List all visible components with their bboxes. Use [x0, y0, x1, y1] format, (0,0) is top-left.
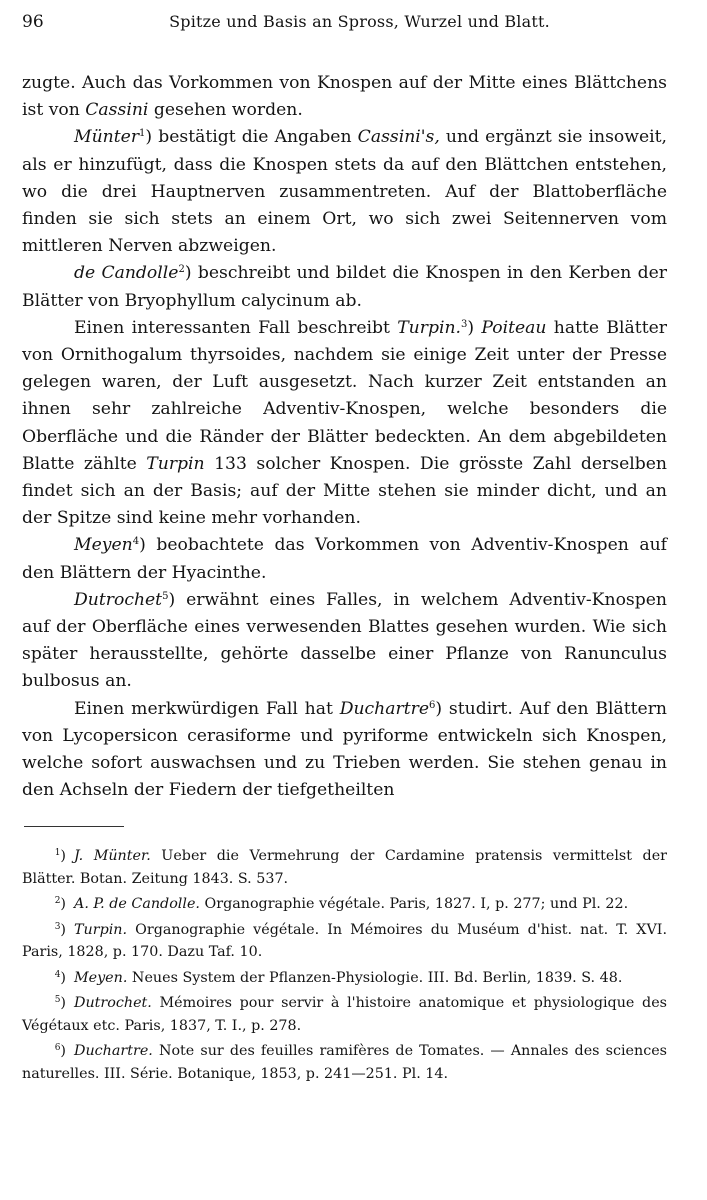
text-run: Einen interessanten Fall beschreibt [74, 317, 398, 338]
footnote [22, 919, 667, 964]
text-run: 133 solcher Knospen. Die grösste Zahl derselben findet sich an der Basis; auf der Mitte stehen sie minder dicht, und an der Spitze sind keine mehr vorhanden. [22, 453, 668, 529]
footnote-ref: 4 [132, 536, 140, 548]
italic-name: Meyen. [74, 969, 128, 986]
italic-name: Dutrochet [74, 589, 163, 610]
paragraph [22, 124, 667, 260]
italic-name: A. P. de Candolle. [74, 896, 200, 913]
italic-name: Cassini [85, 100, 149, 121]
italic-name: J. Münter. [74, 848, 151, 865]
text-run: hatte Blätter von Ornithogalum thyrsoides, nachdem sie einige Zeit unter der Presse gelegen waren, der Luft ausgesetzt. Nach kurzer Zeit entstanden an ihnen sehr zahlreiche Adventiv-Knospen, welche besonders die Oberfläche und die Ränder der Blätter bedeckten. An dem abgebildeten Blatte zählte [22, 317, 667, 474]
running-title: Spitze und Basis an Spross, Wurzel und Blatt. [169, 12, 550, 31]
text-run: ) studirt. Auf den Blättern von Lycopersicon cerasiforme und pyriforme entwickeln sich Knospen, welche sofort auswachsen und zu Trieben werden. Sie stehen genau in den Achseln der Fiedern der tiefgetheilten [22, 698, 667, 801]
text-run: Ueber die Vermehrung der Cardamine pratensis vermittelst der Blätter. Botan. Zeitung 1843. S. 537. [22, 848, 667, 887]
text-run: Neues System der Pflanzen-Physiologie. III. Bd. Berlin, 1839. S. 48. [127, 969, 623, 986]
italic-name: Münter [74, 127, 140, 148]
footnote-divider [24, 826, 124, 827]
text-run: Organographie végétale. In Mémoires du Muséum d'hist. nat. T. XVI. Paris, 1828, p. 170. Dazu Taf. 10. [22, 921, 667, 961]
text-run: und ergänzt sie insoweit, als er hinzufügt, dass die Knospen stets da auf den Blättchen entstehen, wo die drei Hauptnerven zusammentreten. Auf der Blattoberfläche finden sie sich stets an einem Ort, wo sich zwei Seitennerven vom mittleren Nerven abzweigen. [22, 127, 668, 257]
text-run: Note sur des feuilles ramifères de Tomates. — Annales des sciences naturelles. III. Série. Botanique, 1853, p. 241—251. Pl. 14. [22, 1043, 667, 1082]
paragraph [22, 315, 667, 533]
footnotes [22, 845, 667, 1085]
footnote-ref: 5 [162, 590, 169, 602]
text-run: Mémoires pour servir à l'histoire anatomique et physiologique des Végétaux etc. Paris, 1837, T. I., p. 278. [22, 995, 667, 1034]
footnote-number: 6 [54, 1043, 61, 1054]
paragraph [22, 260, 667, 314]
footnote-number: 3 [54, 921, 61, 932]
italic-name: Duchartre [339, 698, 430, 719]
footnote-mark: $^2$) [54, 896, 66, 913]
italic-name: Turpin. [74, 921, 128, 938]
footnote-mark: $^5$) [54, 995, 66, 1012]
paragraph [22, 696, 667, 805]
footnote [22, 893, 667, 916]
italic-name: de Candolle [74, 263, 179, 284]
page-header [22, 12, 667, 46]
footnote [22, 967, 667, 990]
footnote [22, 845, 667, 890]
footnote-mark: $^1$) [54, 848, 66, 865]
text-run: ) beschreibt und bildet die Knospen in den Kerben der Blätter von Bryophyllum calycinum ab. [22, 263, 668, 311]
italic-name: Turpin. [397, 317, 461, 338]
italic-name: Poiteau [481, 317, 547, 338]
italic-name: Dutrochet. [74, 995, 152, 1012]
text-run: Organographie végétale. Paris, 1827. I, p. 277; und Pl. 22. [199, 896, 629, 913]
footnote-number: 1 [54, 848, 61, 859]
footnote-ref: 1 [139, 128, 146, 140]
italic-name: Meyen [74, 535, 133, 556]
main-text [22, 70, 667, 804]
text-run: ) beobachtete das Vorkommen von Adventiv-Knospen auf den Blättern der Hyacinthe. [22, 535, 667, 583]
italic-name: Cassini's, [357, 127, 440, 148]
footnote-number: 5 [54, 995, 61, 1006]
footnote-number: 4 [54, 969, 61, 980]
footnote-mark: $^3$) [54, 921, 66, 938]
footnote-number: 2 [54, 896, 61, 907]
footnote-mark: $^6$) [54, 1043, 66, 1060]
footnote-ref: 3 [461, 318, 468, 330]
footnote [22, 992, 667, 1037]
text-run: ) bestätigt die Angaben [145, 127, 358, 148]
italic-name: Duchartre. [74, 1043, 153, 1060]
paragraph [22, 587, 667, 696]
paragraph [22, 532, 667, 586]
text-run: gesehen worden. [148, 100, 303, 121]
italic-name: Turpin [146, 453, 205, 474]
footnote-ref: 6 [429, 699, 436, 711]
footnote-ref: 2 [178, 264, 185, 276]
page-number: 96 [22, 12, 44, 32]
text-run: ) [467, 317, 482, 338]
footnote [22, 1040, 667, 1085]
text-run: ) erwähnt eines Falles, in welchem Adventiv-Knospen auf der Oberfläche eines verwesenden Blattes gesehen wurden. Wie sich später herausstellte, gehörte dasselbe einer Pflanze von Ranunculus bulbosus an. [22, 589, 667, 692]
footnote-mark: $^4$) [54, 969, 66, 986]
text-run: zugte. Auch das Vorkommen von Knospen auf der Mitte eines Blättchens ist von [22, 73, 667, 121]
paragraph [22, 70, 667, 124]
text-run: Einen merkwürdigen Fall hat [74, 698, 340, 719]
